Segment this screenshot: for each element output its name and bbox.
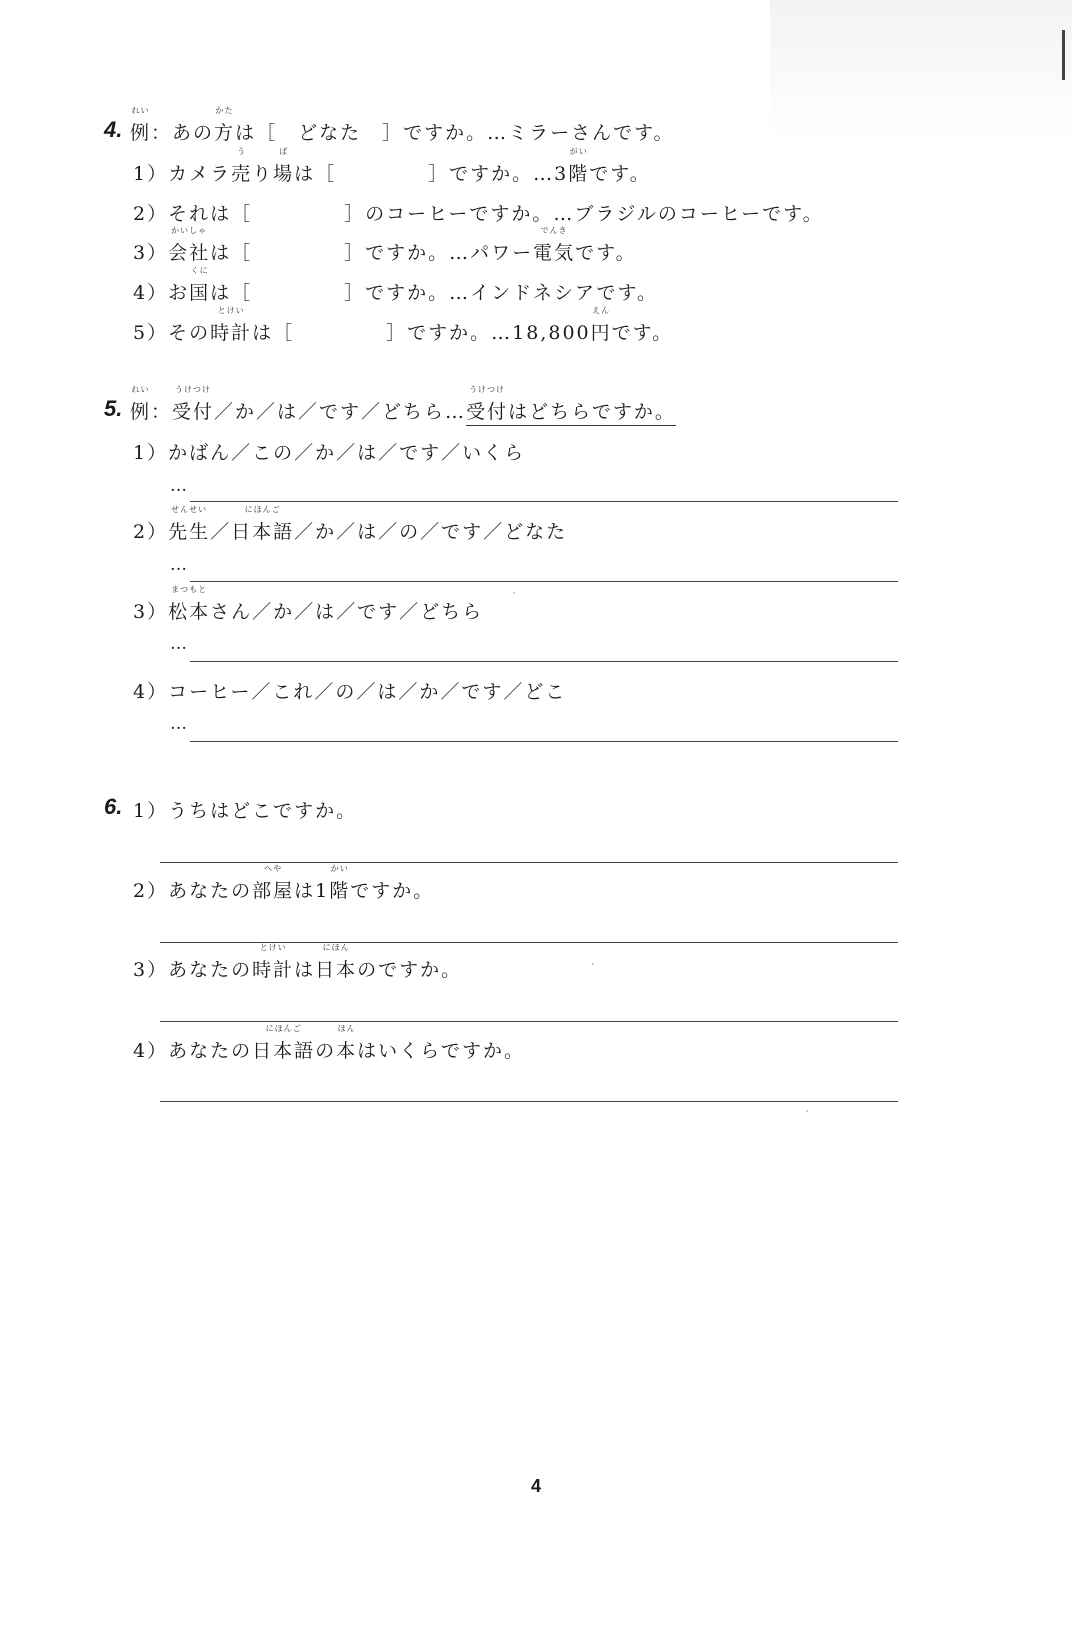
answer-line[interactable] <box>160 1101 898 1102</box>
page-number: 4 <box>530 1476 541 1496</box>
answer-ellipsis: … <box>170 476 188 496</box>
answer-line[interactable] <box>160 1021 898 1022</box>
scan-shadow <box>770 0 1072 140</box>
section-4-example: れい 例：あの かた 方は［ どなた ］ですか。…ミラーさんです。 <box>130 106 675 144</box>
scan-speck <box>806 1110 808 1112</box>
answer-line[interactable] <box>190 581 898 582</box>
section-5-number: 5. <box>104 396 123 421</box>
ruby-word: かた 方 <box>214 106 236 144</box>
section-4-item-2: 2）それは［ ］のコーヒーですか。…ブラジルのコーヒーです。 <box>133 203 824 225</box>
section-4-number: 4. <box>104 117 123 142</box>
answer-line[interactable] <box>190 661 898 662</box>
section-6-item-3: 3）あなたの とけい 時計は にほん 日本のですか。 <box>133 943 463 981</box>
section-5-item-3: 3） まつもと 松本さん／か／は／です／どちら <box>133 585 484 623</box>
scan-speck <box>513 592 515 594</box>
section-6-item-1: 1）うちはどこですか。 <box>133 800 358 822</box>
example-answer: うけつけ 受付はどちらですか。 <box>466 401 676 426</box>
answer-line[interactable] <box>190 501 898 502</box>
section-6-item-4: 4）あなたの にほんご 日本語の ほん 本はいくらですか。 <box>133 1024 525 1062</box>
section-5-item-4: 4）コーヒー／これ／の／は／か／です／どこ <box>133 681 567 703</box>
scan-speck <box>592 963 594 965</box>
section-5-example: れい 例： うけつけ 受付／か／は／です／どちら… うけつけ 受付はどちらですか。 <box>130 397 676 424</box>
scan-edge <box>1062 30 1065 80</box>
section-6-number: 6. <box>104 794 123 819</box>
section-4-item-1: 1）カメラ う 売り ば 場は［ ］ですか。…3 がい 階です。 <box>133 147 651 185</box>
answer-ellipsis: … <box>170 555 188 575</box>
section-4-item-4: 4）お くに 国は［ ］ですか。…インドネシアです。 <box>133 266 659 304</box>
section-4-item-3: 3） かいしゃ 会社は［ ］ですか。…パワー でんき 電気です。 <box>133 226 637 264</box>
ruby-word: れい 例 <box>130 106 152 144</box>
section-5-item-1: 1）かばん／この／か／は／です／いくら <box>133 442 526 464</box>
answer-line[interactable] <box>190 741 898 742</box>
section-4-item-5: 5）その とけい 時計は［ ］ですか。…18,800 えん 円です。 <box>133 306 674 344</box>
answer-ellipsis: … <box>170 634 188 654</box>
section-6-item-2: 2）あなたの へや 部屋は1 かい 階ですか。 <box>133 864 435 902</box>
section-5-item-2: 2） せんせい 先生／ にほんご 日本語／か／は／の／です／どなた <box>133 505 568 543</box>
answer-ellipsis: … <box>170 714 188 734</box>
